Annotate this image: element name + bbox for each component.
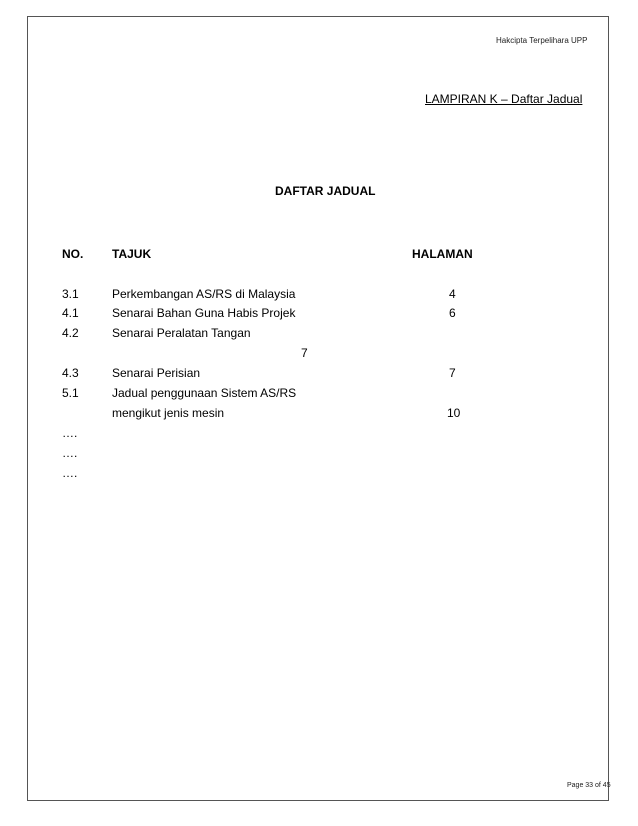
row-title-continued: mengikut jenis mesin: [112, 406, 225, 420]
row-page: 4: [449, 287, 456, 301]
appendix-title: LAMPIRAN K – Daftar Jadual: [425, 92, 583, 106]
row-title: Senarai Peralatan Tangan: [112, 326, 251, 340]
row-page: 7: [301, 346, 308, 360]
row-page: 7: [449, 366, 456, 380]
row-number: 3.1: [62, 287, 79, 301]
row-title: Perkembangan AS/RS di Malaysia: [112, 287, 296, 301]
row-number: 4.1: [62, 306, 79, 320]
ellipsis-row: ….: [62, 426, 78, 440]
row-number: 4.2: [62, 326, 79, 340]
column-header-title: TAJUK: [112, 247, 152, 261]
page-number: Page 33 of 45: [567, 782, 611, 789]
header-copyright: Hakcipta Terpelihara UPP: [496, 36, 588, 45]
ellipsis-row: ….: [62, 466, 78, 480]
column-header-no: NO.: [62, 247, 84, 261]
row-page: 10: [447, 406, 461, 420]
row-number: 4.3: [62, 366, 79, 380]
row-page: 6: [449, 306, 456, 320]
row-title: Senarai Perisian: [112, 366, 201, 380]
row-title: Senarai Bahan Guna Habis Projek: [112, 306, 296, 320]
column-header-page: HALAMAN: [412, 247, 473, 261]
row-number: 5.1: [62, 386, 79, 400]
row-title: Jadual penggunaan Sistem AS/RS: [112, 386, 297, 400]
ellipsis-row: ….: [62, 446, 78, 460]
document-title: DAFTAR JADUAL: [275, 184, 376, 198]
